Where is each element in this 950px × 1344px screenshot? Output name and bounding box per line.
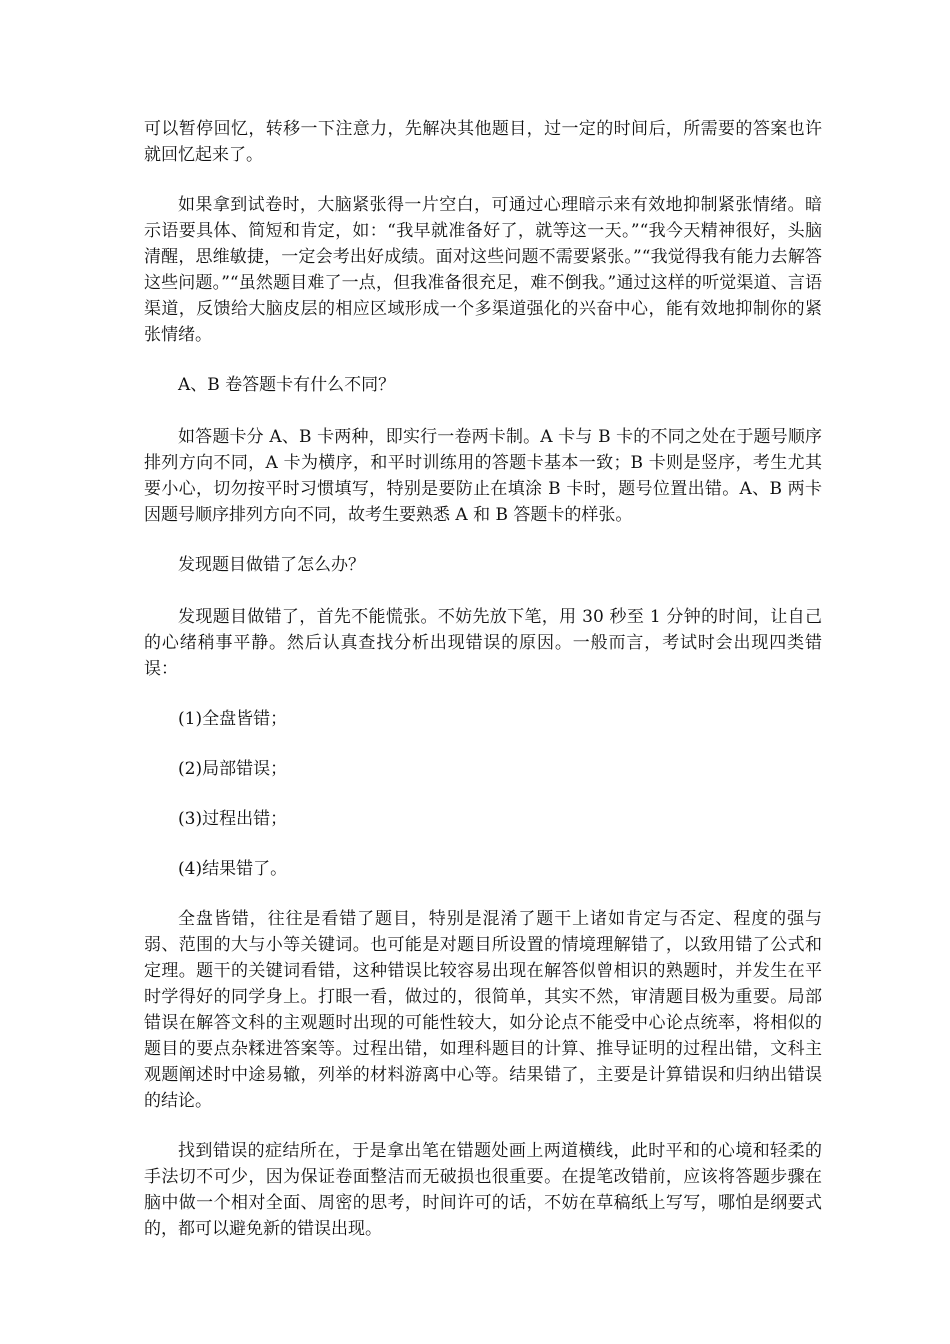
paragraph-psychological-suggestion: 如果拿到试卷时，大脑紧张得一片空白，可通过心理暗示来有效地抑制紧张情绪。暗示语要具体、简短和肯定，如：“我早就准备好了，就等这一天。”“我今天精神很好，头脑清醒，思维敏捷，一定会考出好成绩。面对这些问题不需要紧张。”“我觉得我有能力去解答这些问题。”“虽然题目难了一点，但我准备很充足，难不倒我。”通过这样的听觉渠道、言语渠道，反馈给大脑皮层的相应区域形成一个多渠道强化的兴奋中心，能有效地抑制你的紧张情绪。 (144, 195, 822, 345)
paragraph-continuation: 可以暂停回忆，转移一下注意力，先解决其他题目，过一定的时间后，所需要的答案也许就回忆起来了。 (144, 119, 822, 165)
list-item-error-type-1: (1)全盘皆错； (178, 709, 288, 729)
paragraph-error-analysis: 全盘皆错，往往是看错了题目，特别是混淆了题干上诸如肯定与否定、程度的强与弱、范围的大与小等关键词。也可能是对题目所设置的情境理解错了，以致用错了公式和定理。题干的关键词看错，这种错误比较容易出现在解答似曾相识的熟题时，并发生在平时学得好的同学身上。打眼一看，做过的，很简单，其实不然，审清题目极为重要。局部错误在解答文科的主观题时出现的可能性较大，如分论点不能受中心论点统率，将相似的题目的要点杂糅进答案等。过程出错，如理科题目的计算、推导证明的过程出错，文科主观题阐述时中途易辙，列举的材料游离中心等。结果错了，主要是计算错误和归纳出错误的结论。 (144, 909, 822, 1111)
paragraph-wrong-answers-intro: 发现题目做错了，首先不能慌张。不妨先放下笔，用 30 秒至 1 分钟的时间，让自己的心绪稍事平静。然后认真查找分析出现错误的原因。一般而言，考试时会出现四类错误： (144, 607, 822, 679)
list-item-error-type-4: (4)结果错了。 (178, 859, 288, 879)
paragraph-answer-cards: 如答题卡分 A、B 卡两种，即实行一卷两卡制。A 卡与 B 卡的不同之处在于题号顺序排列方向不同，A 卡为横序，和平时训练用的答题卡基本一致；B 卡则是竖序，考生尤其要小心，切勿按平时习惯填写，特别是要防止在填涂 B 卡时，题号位置出错。A、B 两卡因题号顺序排列方向不同，故考生要熟悉 A 和 B 答题卡的样张。 (144, 427, 822, 525)
paragraph-correction-method: 找到错误的症结所在，于是拿出笔在错题处画上两道横线，此时平和的心境和轻柔的手法切不可少，因为保证卷面整洁而无破损也很重要。在提笔改错前，应该将答题步骤在脑中做一个相对全面、周密的思考，时间许可的话，不妨在草稿纸上写写，哪怕是纲要式的，都可以避免新的错误出现。 (144, 1141, 822, 1239)
section-heading-wrong-answers: 发现题目做错了怎么办？ (178, 555, 365, 575)
section-heading-answer-cards: A、B 卷答题卡有什么不同？ (178, 375, 396, 395)
list-item-error-type-2: (2)局部错误； (178, 759, 288, 779)
list-item-error-type-3: (3)过程出错； (178, 809, 288, 829)
